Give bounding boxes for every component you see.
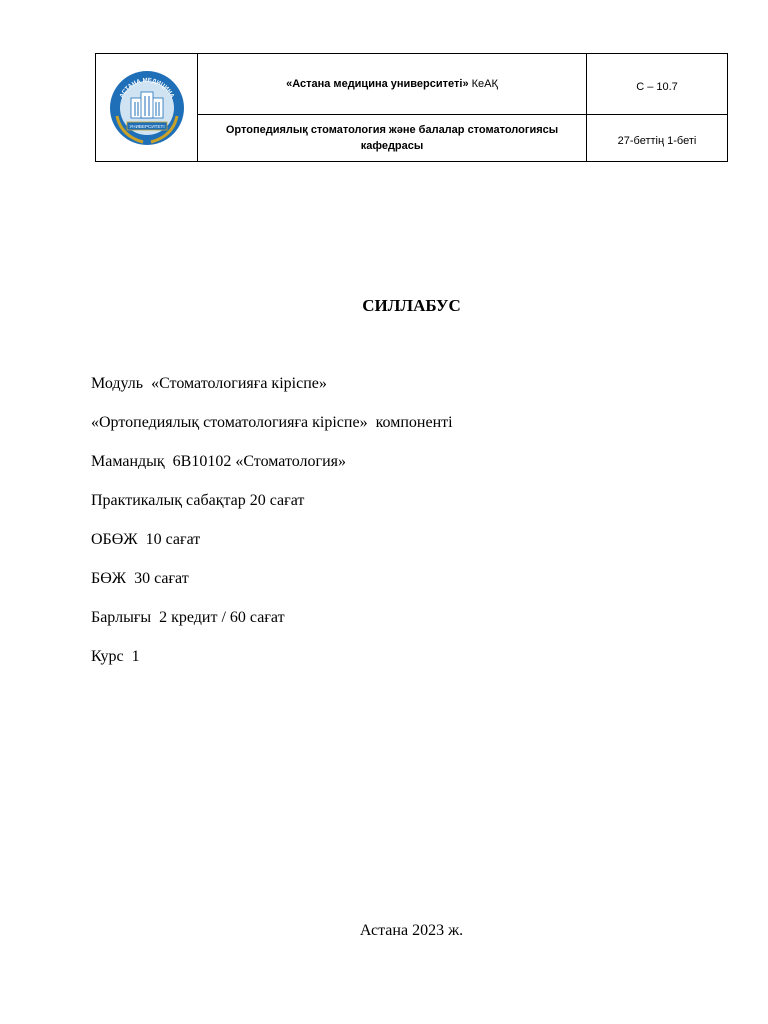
logo-ring-text: АСТАНА МЕДИЦИНА — [118, 77, 175, 99]
department-cell — [198, 115, 587, 162]
page-info: 27-беттің 1-беті — [617, 134, 697, 147]
document-header — [95, 53, 728, 162]
university-name: «Астана медицина университеті» — [286, 78, 469, 90]
university-title-cell — [198, 54, 587, 115]
bozh-hours-line: БӨЖ 30 сағат — [91, 570, 189, 587]
syllabus-info-list — [91, 374, 453, 686]
page-info-cell — [587, 115, 728, 162]
component-line: «Ортопедиялық стоматологияға кіріспе» компоненті — [91, 414, 453, 431]
logo-ribbon-text: УНИВЕРСИТЕТІ — [128, 123, 165, 129]
module-line: Модуль «Стоматологияға кіріспе» — [91, 375, 327, 392]
specialty-line: Мамандық 6В10102 «Стоматология» — [91, 453, 347, 470]
university-logo — [107, 68, 187, 148]
obozh-hours-line: ОБӨЖ 10 сағат — [91, 531, 201, 548]
org-type: КеАҚ — [471, 78, 498, 90]
course-line: Курс 1 — [91, 648, 140, 665]
total-credits-line: Барлығы 2 кредит / 60 сағат — [91, 609, 285, 626]
city-year: Астана 2023 ж. — [359, 922, 464, 939]
logo-cell — [96, 54, 198, 162]
department-name: Ортопедиялық стоматология және балалар стоматологиясы кафедрасы — [225, 124, 559, 152]
doc-code-cell — [587, 54, 728, 115]
practical-hours-line: Практикалық сабақтар 20 сағат — [91, 492, 305, 509]
doc-code: С – 10.7 — [636, 80, 678, 93]
document-title: СИЛЛАБУС — [362, 296, 461, 315]
